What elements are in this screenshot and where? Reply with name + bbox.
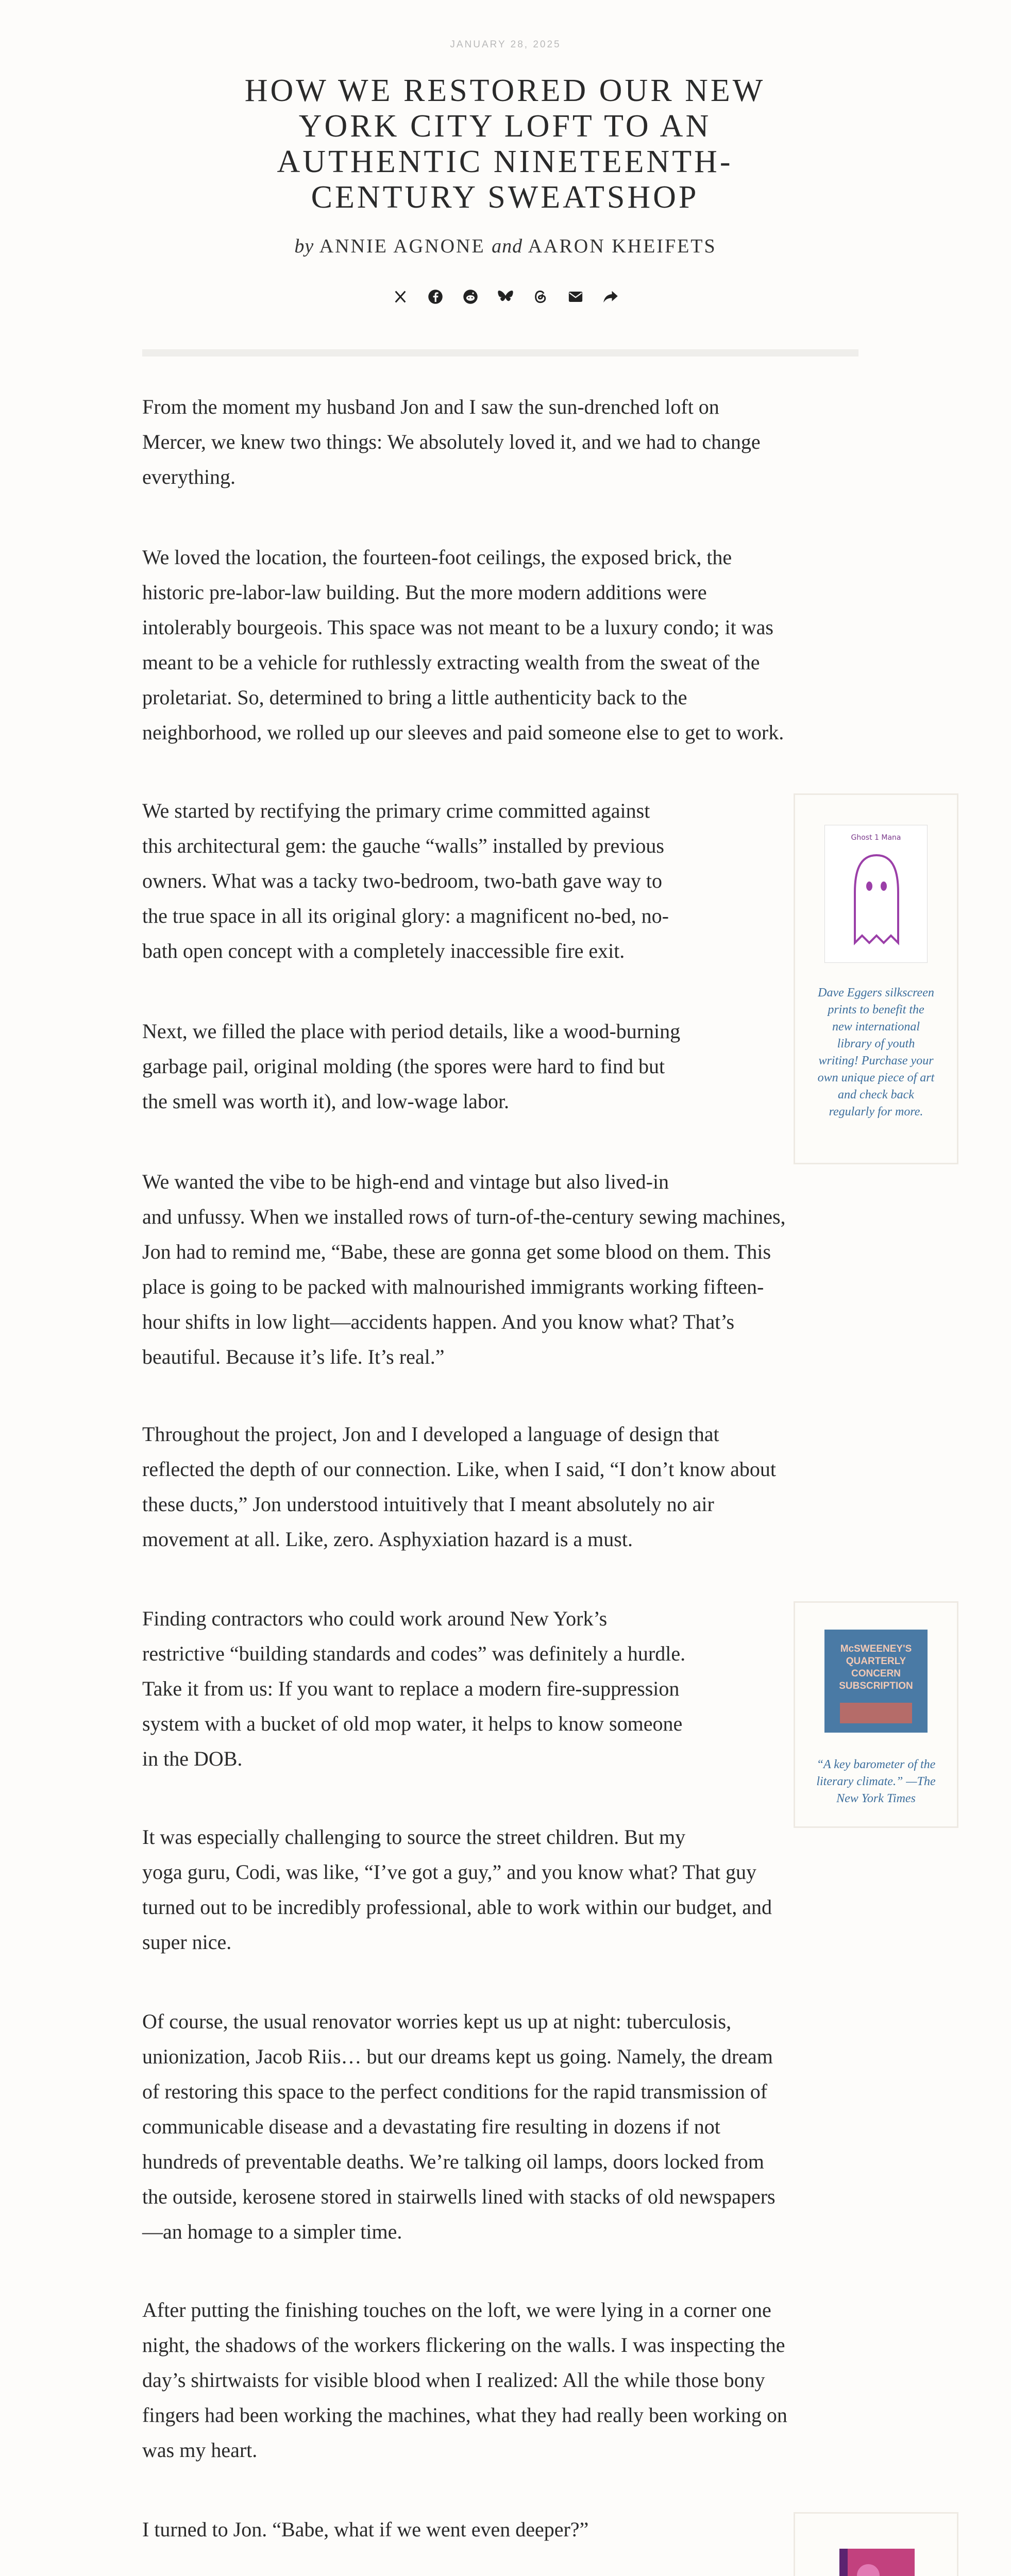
email-icon[interactable] bbox=[565, 286, 586, 307]
bluesky-icon[interactable] bbox=[495, 286, 516, 307]
title-line: CENTURY SWEATSHOP bbox=[311, 180, 699, 215]
byline bbox=[0, 235, 1011, 258]
ghost-icon bbox=[825, 825, 928, 963]
article-title bbox=[196, 73, 814, 215]
facebook-icon[interactable] bbox=[425, 286, 446, 307]
title-line: HOW WE RESTORED OUR NEW bbox=[244, 73, 766, 108]
sidebar-ad-subscription[interactable] bbox=[794, 1601, 958, 1828]
body-paragraph: After putting the finishing touches on the loft, we were lying in a corner one night, the shadows of the workers flickering on the walls. I was inspecting the day’s shirtwaists for visible blood when I realized: All the while those bony fingers had been working the machines, what they had really been working on was my heart. bbox=[142, 2298, 787, 2462]
title-line: AUTHENTIC NINETEENTH- bbox=[277, 144, 733, 179]
share-icon[interactable] bbox=[600, 286, 621, 307]
sidebar-caption[interactable]: Dave Eggers silkscreen prints to benefit the new international library of youth writing! Purchase your own unique piece of art and check back regularly for more. bbox=[817, 986, 935, 1118]
subscription-image-decoration bbox=[840, 1703, 912, 1723]
subscription-image[interactable] bbox=[824, 1630, 928, 1733]
body-paragraph: I turned to Jon. “Babe, what if we went even deeper?” bbox=[142, 2518, 589, 2541]
subscription-image-text: McSWEENEY'S QUARTERLY CONCERN SUBSCRIPTION bbox=[839, 1643, 913, 1691]
title-line: YORK CITY LOFT TO AN bbox=[298, 109, 712, 144]
reddit-icon[interactable] bbox=[460, 286, 481, 307]
sidebar-ad-book[interactable] bbox=[794, 2512, 958, 2576]
author-link[interactable]: ANNIE AGNONE bbox=[319, 235, 485, 257]
publish-date: JANUARY 28, 2025 bbox=[450, 39, 561, 50]
threads-icon[interactable] bbox=[530, 286, 551, 307]
body-paragraph: Finding contractors who could work around New York’s restrictive “building standards and codes” was definitely a hurdle. Take it from us: If you want to replace a modern fire-suppression system with a bucket of old mop water, it helps to know someone in the DOB. bbox=[142, 1607, 686, 1770]
body-paragraph: From the moment my husband Jon and I saw the sun-drenched loft on Mercer, we knew two things: We absolutely loved it, and we had to change everything. bbox=[142, 395, 761, 488]
body-paragraph: Of course, the usual renovator worries kept us up at night: tuberculosis, unionization, Jacob Riis… but our dreams kept us going. Namely, the dream of restoring this space to the perfect conditions for the rapid transmission of communicable disease and a devastating fire resulting in dozens if not hundreds of preventable deaths. We’re talking oil lamps, doors locked from the outside, kerosene stored in stairwells lined with stacks of old newspapers —an homage to a simpler time. bbox=[142, 2010, 776, 2243]
byline-and: and bbox=[492, 235, 523, 257]
body-paragraph: Throughout the project, Jon and I developed a language of design that reflected the depth of our connection. Like, when I said, “I don’t know about these ducts,” Jon understood intuitively that I meant absolutely no air movement at all. Like, zero. Asphyxiation hazard is a must. bbox=[142, 1422, 776, 1551]
sidebar-caption[interactable]: “A key barometer of the literary climate.” —The New York Times bbox=[816, 1758, 936, 1805]
sidebar-ad-prints[interactable] bbox=[794, 793, 958, 1164]
body-paragraph: We started by rectifying the primary crime committed against this architectural gem: the gauche “walls” installed by previous owners. What was a tacky two-bedroom, two-bath gave way to the true space in all its original glory: a magnificent no-bed, no- bath open concept with a completely inaccessible fire exit. bbox=[142, 799, 669, 962]
author-link[interactable]: AARON KHEIFETS bbox=[528, 235, 717, 257]
body-paragraph: We loved the location, the fourteen-foot ceilings, the exposed brick, the historic pre-labor-law building. But the more modern additions were intolerably bourgeois. This space was not meant to be a luxury condo; it was meant to be a vehicle for ruthlessly extracting wealth from the sweat of the proletariat. So, determined to bring a little authenticity back to the neighborhood, we rolled up our sleeves and paid someone else to get to work. bbox=[142, 546, 784, 744]
book-icon bbox=[832, 2545, 920, 2576]
share-bar bbox=[0, 286, 1011, 307]
body-paragraph: We wanted the vibe to be high-end and vintage but also lived-in and unfussy. When we installed rows of turn-of-the-century sewing machines, Jon had to remind me, “Babe, these are gonna get some blood on them. This place is going to be packed with malnourished immigrants working fifteen- hour shifts in low light—accidents happen. And you know what? That’s beautiful. Because it’s life. It’s real.” bbox=[142, 1170, 786, 1368]
body-paragraph: It was especially challenging to source the street children. But my yoga guru, Codi, was like, “I’ve got a guy,” and you know what? That guy turned out to be incredibly professional, able to work within our budget, and super nice. bbox=[142, 1825, 772, 1954]
byline-by: by bbox=[294, 235, 314, 257]
book-cover-image[interactable] bbox=[832, 2545, 920, 2576]
ghost-print-image[interactable] bbox=[824, 825, 928, 963]
divider bbox=[142, 349, 858, 357]
print-image-text: Ghost 1 Mana bbox=[851, 834, 901, 842]
x-icon[interactable] bbox=[390, 286, 411, 307]
body-paragraph: Next, we filled the place with period details, like a wood-burning garbage pail, original molding (the spores were hard to find but the smell was worth it), and low-wage labor. bbox=[142, 1020, 681, 1113]
